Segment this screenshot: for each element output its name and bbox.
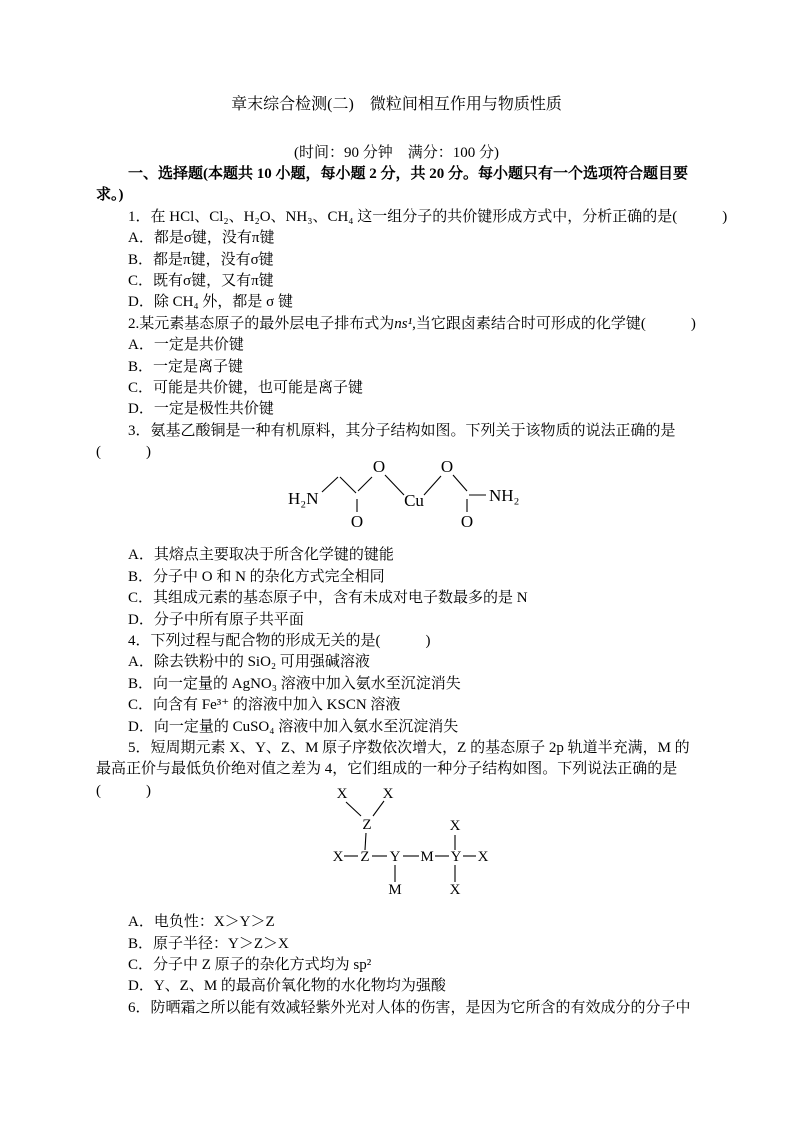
- q5-stem-line1: 5．短周期元素 X、Y、Z、M 原子序数依次增大，Z 的基态原子 2p 轨道半充满，M 的: [128, 739, 690, 756]
- q3-option-a: A．其熔点主要取决于所含化学键的键能: [128, 547, 394, 564]
- bond-xtr-zup: [373, 801, 384, 816]
- atom-label-nh2: NH₂: [488, 486, 519, 506]
- atom-label-o-top-left: O: [372, 457, 385, 477]
- q3-stem-line2: ( ): [96, 444, 151, 461]
- atom-label-x-top-left: X: [336, 786, 348, 803]
- q1-stem: 1．在 HCl、Cl₂、H₂O、NH₃、CH₄ 这一组分子的共价键形成方式中，分析正确的是( ): [128, 208, 728, 225]
- q5-option-d: D．Y、Z、M 的最高价氧化物的水化物均为强酸: [128, 978, 446, 995]
- q2-electron-configuration: ns¹: [394, 315, 413, 332]
- atom-label-o-bottom-right: O: [460, 512, 473, 532]
- bond-h2n-ch2: [322, 477, 338, 492]
- atom-label-x-chain-left: X: [332, 849, 344, 866]
- document-title: 章末综合检测(二) 微粒间相互作用与物质性质: [231, 96, 562, 113]
- q1-option-c: C．既有σ键，又有π键: [128, 272, 274, 289]
- atom-label-m-below: M: [388, 882, 402, 899]
- q4-option-a: A．除去铁粉中的 SiO₂ 可用强碱溶液: [128, 654, 370, 671]
- xyzm-molecule-structure-figure: [96, 786, 697, 912]
- q5-option-b: B．原子半径：Y＞Z＞X: [128, 935, 289, 952]
- q4-option-c: C．向含有 Fe³⁺ 的溶液中加入 KSCN 溶液: [128, 697, 401, 714]
- q2-stem-post: ,当它跟卤素结合时可形成的化学键( ): [412, 315, 696, 332]
- copper-glycinate-structure-figure: [96, 457, 697, 545]
- q2-option-a: A．一定是共价键: [128, 337, 244, 354]
- bond-o-top-left-cu: [385, 475, 404, 495]
- bond-ch2-c1: [340, 477, 356, 493]
- q5-option-a: A．电负性：X＞Y＞Z: [128, 914, 275, 931]
- bond-c1-o-top-left: [358, 477, 372, 491]
- q6-stem-line1: 6．防晒霜之所以能有效减轻紫外光对人体的伤害，是因为它所含的有效成分的分子中: [128, 999, 691, 1016]
- q2-stem: [96, 314, 697, 335]
- atom-label-y-right: Y: [450, 849, 462, 866]
- atom-label-o-bottom-left: O: [350, 512, 363, 532]
- atom-label-x-top-right: X: [382, 786, 394, 803]
- q2-stem-pre: 2.某元素基态原子的最外层电子排布式为: [128, 315, 395, 332]
- q5-stem-line3: ( ): [96, 782, 151, 799]
- q4-option-b: B．向一定量的 AgNO₃ 溶液中加入氨水至沉淀消失: [128, 675, 461, 692]
- q3-option-b: B．分子中 O 和 N 的杂化方式完全相同: [128, 568, 385, 585]
- bond-zup-zchain: [365, 833, 366, 850]
- q1-option-a: A．都是σ键，没有π键: [128, 230, 275, 247]
- q2-option-c: C．可能是共价键，也可能是离子键: [128, 379, 364, 396]
- atom-label-z-chain: Z: [360, 849, 370, 866]
- q3-stem-line1: 3．氨基乙酸铜是一种有机原料，其分子结构如图。下列关于该物质的说法正确的是: [128, 422, 676, 439]
- atom-label-x-above: X: [449, 818, 461, 835]
- q2-option-b: B．一定是离子键: [128, 358, 244, 375]
- q2-option-d: D．一定是极性共价键: [128, 401, 274, 418]
- bond-xtl-zup: [346, 802, 361, 816]
- atom-label-o-top-right: O: [440, 457, 453, 477]
- q4-option-d: D．向一定量的 CuSO₄ 溶液中加入氨水至沉淀消失: [128, 718, 459, 735]
- q1-option-b: B．都是π键，没有σ键: [128, 251, 274, 268]
- atom-label-z-upper: Z: [362, 817, 372, 834]
- bond-cu-o-top-right: [424, 476, 441, 495]
- atom-label-h2n: H₂N: [287, 489, 318, 509]
- atom-label-m-chain: M: [420, 849, 434, 866]
- atom-label-x-below: X: [449, 882, 461, 899]
- section-header-line1: 一、选择题(本题共 10 小题，每小题 2 分，共 20 分。每小题只有一个选项符合题目要: [128, 166, 688, 182]
- exam-time-score-info: (时间：90 分钟 满分：100 分): [294, 145, 499, 161]
- xyzm-molecule-structure: [320, 786, 505, 901]
- q5-stem-line2: 最高正价与最低负价绝对值之差为 4，它们组成的一种分子结构如图。下列说法正确的是: [96, 761, 678, 778]
- atom-label-y-left: Y: [389, 849, 401, 866]
- q3-option-d: D．分子中所有原子共平面: [128, 611, 304, 628]
- section-header-line2: 求。): [96, 187, 124, 204]
- q4-stem: 4．下列过程与配合物的形成无关的是( ): [128, 633, 431, 650]
- atom-label-x-chain-right: X: [477, 849, 489, 866]
- copper-glycinate-structure: [282, 455, 532, 539]
- bond-o-top-right-c2: [453, 475, 467, 491]
- q1-option-d: D．除 CH₄ 外，都是 σ 键: [128, 294, 293, 311]
- q5-option-c: C．分子中 Z 原子的杂化方式均为 sp²: [128, 956, 372, 973]
- q3-option-c: C．其组成元素的基态原子中，含有未成对电子数最多的是 N: [128, 590, 528, 607]
- atom-label-cu: Cu: [403, 491, 424, 511]
